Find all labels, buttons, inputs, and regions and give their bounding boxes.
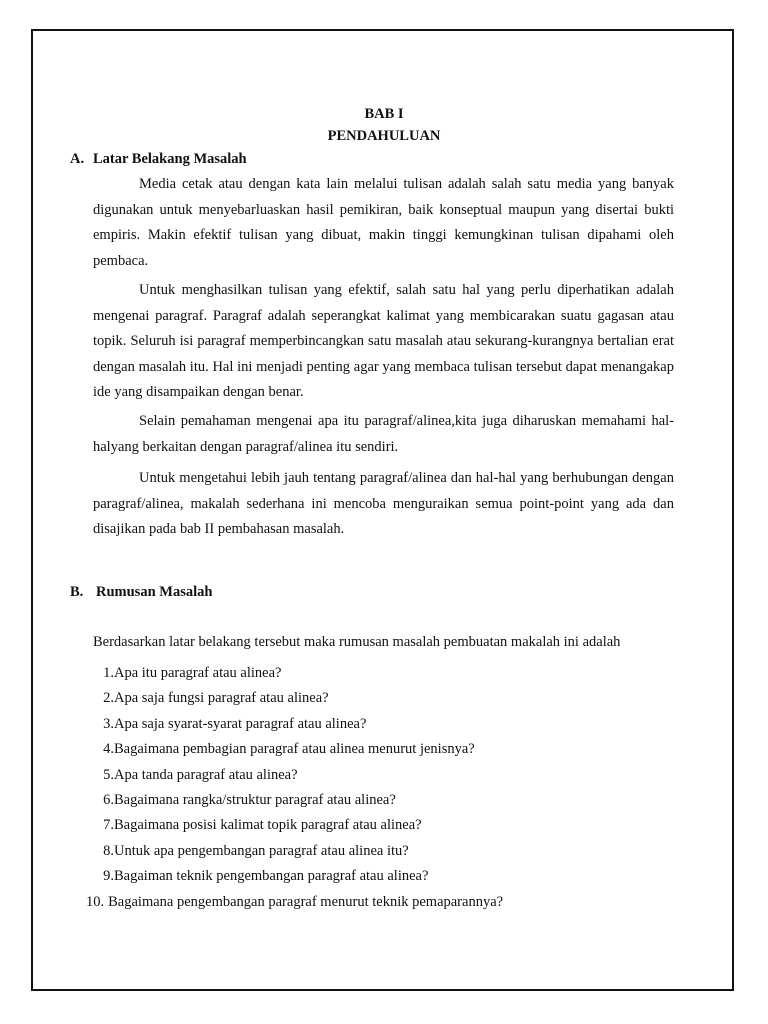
- list-item-number: 4.: [103, 741, 114, 758]
- list-item-number: 3.: [103, 715, 114, 732]
- list-item: [86, 842, 503, 867]
- question-list: [86, 664, 503, 918]
- list-item-text: Apa saja syarat-syarat paragraf atau alinea?: [114, 715, 367, 732]
- list-item: [86, 791, 503, 816]
- chapter-title: PENDAHULUAN: [327, 128, 441, 144]
- list-item: [86, 816, 503, 841]
- section-b-letter: B.: [70, 584, 84, 600]
- section-a-letter: A.: [70, 151, 85, 167]
- list-item-number: 2.: [103, 690, 114, 707]
- section-a-title: Latar Belakang Masalah: [93, 151, 247, 167]
- section-a-paragraph-3: Selain pemahaman mengenai apa itu paragraf/alinea,kita juga diharuskan memahami hal-halyang berkaitan dengan paragraf/alinea itu sendiri.: [93, 413, 674, 455]
- list-item-text: Bagaimana rangka/struktur paragraf atau alinea?: [114, 791, 396, 808]
- section-a-paragraph-4: Untuk mengetahui lebih jauh tentang paragraf/alinea dan hal-hal yang berhubungan dengan paragraf/alinea, makalah sederhana ini mencoba menguraikan semua point-point yang ada dan disajikan pada bab II pembahasan masalah.: [93, 470, 674, 537]
- list-item-text: Apa tanda paragraf atau alinea?: [114, 766, 298, 783]
- section-b-heading: [70, 583, 212, 601]
- list-item-text: Bagaimana pengembangan paragraf menurut teknik pemaparannya?: [108, 893, 504, 910]
- list-item-text: Bagaimana pembagian paragraf atau alinea menurut jenisnya?: [114, 741, 475, 758]
- section-b-intro: Berdasarkan latar belakang tersebut maka rumusan masalah pembuatan makalah ini adalah: [93, 634, 621, 650]
- chapter-number: BAB I: [364, 106, 404, 122]
- list-item-number: 9.: [103, 868, 114, 885]
- list-item: [86, 867, 503, 892]
- list-item: [86, 766, 503, 791]
- list-item-number: 1.: [103, 665, 114, 681]
- list-item: [86, 689, 503, 714]
- list-item-number: 10.: [86, 893, 105, 910]
- section-a-paragraph-1: Media cetak atau dengan kata lain melalui tulisan adalah salah satu media yang banyak digunakan untuk menyebarluaskan hasil pemikiran, baik konseptual maupun yang disertai bukti empiris. Makin efektif tulisan yang dibuat, makin tinggi kemungkinan tulisan dipahami oleh pembaca.: [93, 176, 674, 269]
- list-item: [86, 740, 503, 765]
- list-item-number: 8.: [103, 842, 114, 859]
- list-item-text: Bagaiman teknik pengembangan paragraf atau alinea?: [114, 868, 429, 885]
- list-item-text: Apa itu paragraf atau alinea?: [114, 665, 282, 681]
- list-item-text: Untuk apa pengembangan paragraf atau alinea itu?: [114, 842, 409, 859]
- section-a-paragraph-2: Untuk menghasilkan tulisan yang efektif, salah satu hal yang perlu diperhatikan adalah mengenai paragraf. Paragraf adalah seperangkat kalimat yang membicarakan suatu gagasan atau topik. Seluruh isi paragraf memperbincangkan satu masalah atau sekurang-kurangnya bertalian erat dengan masalah itu. Hal ini menjadi penting agar yang membaca tulisan tersebut dapat menangakap ide yang disampaikan dengan benar.: [93, 282, 674, 400]
- list-item: [86, 715, 503, 740]
- list-item-number: 5.: [103, 766, 114, 783]
- list-item-text: Apa saja fungsi paragraf atau alinea?: [114, 690, 329, 707]
- list-item-number: 7.: [103, 817, 114, 834]
- section-a-heading: [70, 150, 247, 168]
- list-item-text: Bagaimana posisi kalimat topik paragraf atau alinea?: [114, 817, 422, 834]
- list-item-number: 6.: [103, 791, 114, 808]
- section-b-title: Rumusan Masalah: [96, 584, 213, 600]
- list-item: [86, 893, 503, 918]
- list-item: [86, 664, 503, 689]
